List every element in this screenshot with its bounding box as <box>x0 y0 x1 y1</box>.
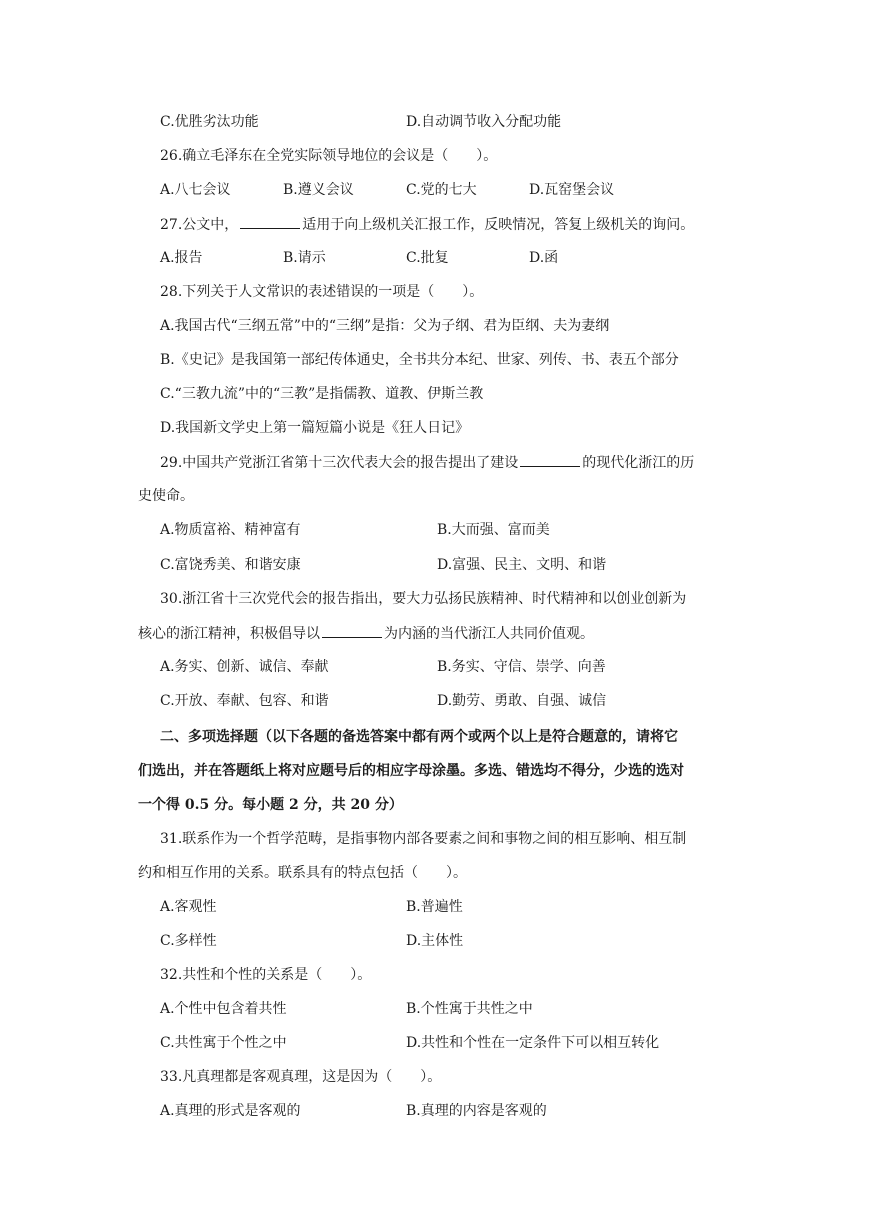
q30-stem-before: 核心的浙江精神，积极倡导以 <box>138 626 320 642</box>
section2-heading-line1: 二、多项选择题（以下各题的备选答案中都有两个或两个以上是符合题意的，请将它 <box>160 729 678 745</box>
q27-option-a: A.报告 <box>160 250 203 266</box>
q29-blank <box>520 452 580 467</box>
q25-option-d: D.自动调节收入分配功能 <box>406 114 562 130</box>
q27-option-c: C.批复 <box>406 250 449 266</box>
q30-option-c: C.开放、奉献、包容、和谐 <box>160 693 329 709</box>
q28-option-b: B.《史记》是我国第一部纪传体通史，全书共分本纪、世家、列传、书、表五个部分 <box>160 352 679 368</box>
q28-option-d: D.我国新文学史上第一篇短篇小说是《狂人日记》 <box>160 420 470 436</box>
q31-stem-line1: 31.联系作为一个哲学范畴，是指事物内部各要素之间和事物之间的相互影响、相互制 <box>160 831 687 847</box>
q29-option-b: B.大而强、富而美 <box>437 522 550 538</box>
q32-option-a: A.个性中包含着共性 <box>160 1001 287 1017</box>
section2-heading-line2: 们选出，并在答题纸上将对应题号后的相应字母涂墨。多选、错选均不得分，少选的选对 <box>138 763 684 779</box>
q30-option-d: D.勤劳、勇敢、自强、诚信 <box>437 693 607 709</box>
q33-option-a: A.真理的形式是客观的 <box>160 1103 301 1119</box>
q30-stem-line2 <box>138 623 594 644</box>
q30-stem-after: 为内涵的当代浙江人共同价值观。 <box>384 626 594 642</box>
q29-stem-after: 的现代化浙江的历 <box>582 455 695 471</box>
q28-option-c: C.“三教九流”中的“三教”是指儒教、道教、伊斯兰教 <box>160 386 484 402</box>
section2-heading-line3: 一个得 0.5 分。每小题 2 分，共 20 分） <box>138 797 403 813</box>
q30-option-a: A.务实、创新、诚信、奉献 <box>160 659 329 675</box>
q26-option-d: D.瓦窑堡会议 <box>529 182 615 198</box>
q32-option-b: B.个性寓于共性之中 <box>406 1001 533 1017</box>
q31-option-a: A.客观性 <box>160 899 217 915</box>
q25-option-c: C.优胜劣汰功能 <box>160 114 259 130</box>
q26-option-a: A.八七会议 <box>160 182 231 198</box>
q30-blank <box>322 623 382 638</box>
q29-option-d: D.富强、民主、文明、和谐 <box>437 557 607 573</box>
q27-stem <box>160 214 694 235</box>
q28-stem: 28.下列关于人文常识的表述错误的一项是（ ）。 <box>160 284 484 300</box>
q27-option-d: D.函 <box>529 250 559 266</box>
q31-option-d: D.主体性 <box>406 933 464 949</box>
q30-option-b: B.务实、守信、崇学、向善 <box>437 659 606 675</box>
q28-option-a: A.我国古代“三纲五常”中的“三纲”是指：父为子纲、君为臣纲、夫为妻纲 <box>160 318 610 334</box>
q32-stem: 32.共性和个性的关系是（ ）。 <box>160 967 372 983</box>
q26-option-b: B.遵义会议 <box>283 182 354 198</box>
q29-stem <box>160 452 694 473</box>
q33-stem: 33.凡真理都是客观真理，这是因为（ ）。 <box>160 1069 442 1085</box>
q26-option-c: C.党的七大 <box>406 182 477 198</box>
q29-stem-before: 29.中国共产党浙江省第十三次代表大会的报告提出了建设 <box>160 455 519 471</box>
q32-option-d: D.共性和个性在一定条件下可以相互转化 <box>406 1035 660 1051</box>
q31-option-c: C.多样性 <box>160 933 217 949</box>
q31-option-b: B.普遍性 <box>406 899 463 915</box>
q27-stem-before: 27.公文中， <box>160 217 239 233</box>
q31-stem-line2: 约和相互作用的关系。联系具有的特点包括（ ）。 <box>138 865 467 881</box>
q30-stem-line1: 30.浙江省十三次党代会的报告指出，要大力弘扬民族精神、时代精神和以创业创新为 <box>160 591 687 607</box>
q27-blank <box>240 214 300 229</box>
q33-option-b: B.真理的内容是客观的 <box>406 1103 547 1119</box>
q29-option-c: C.富饶秀美、和谐安康 <box>160 557 301 573</box>
q26-stem: 26.确立毛泽东在全党实际领导地位的会议是（ ）。 <box>160 148 498 164</box>
q29-option-a: A.物质富裕、精神富有 <box>160 522 301 538</box>
q32-option-c: C.共性寓于个性之中 <box>160 1035 287 1051</box>
q29-stem-line2: 史使命。 <box>138 488 194 504</box>
q27-option-b: B.请示 <box>283 250 326 266</box>
q27-stem-after: 适用于向上级机关汇报工作，反映情况，答复上级机关的询问。 <box>302 217 695 233</box>
